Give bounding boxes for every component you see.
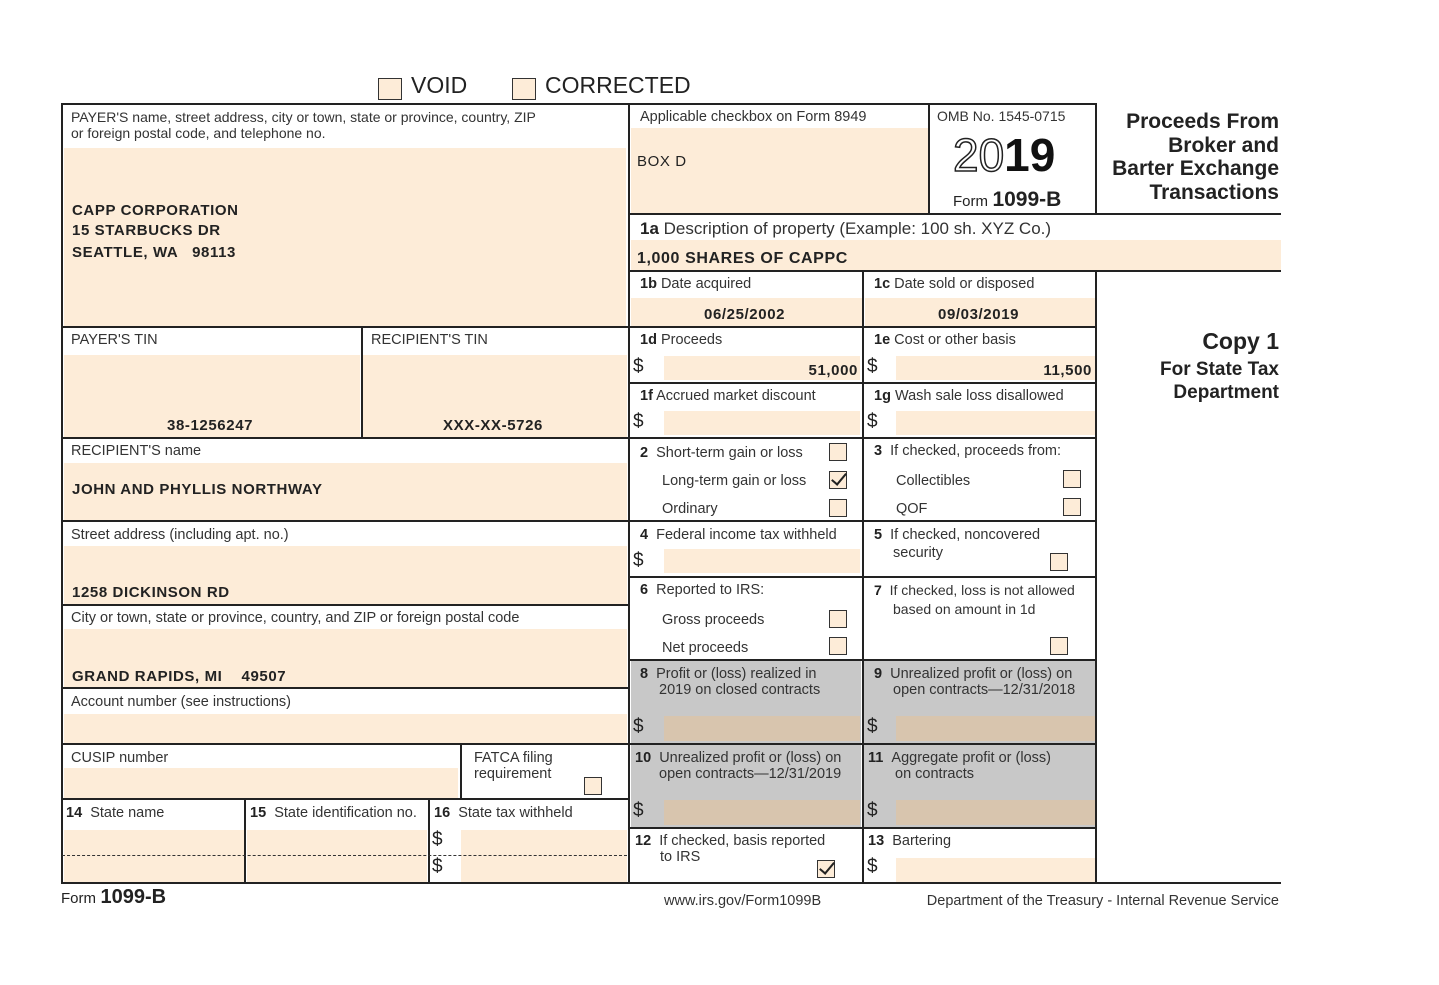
box-1g-dollar: $: [867, 411, 878, 432]
box-7-num: 7: [874, 582, 882, 598]
box-8-text: Profit or (loss) realized in: [656, 666, 817, 682]
corrected-checkbox[interactable]: [512, 78, 536, 100]
box-13-dollar: $: [867, 856, 878, 877]
box-1e-text: Cost or other basis: [894, 332, 1016, 348]
box-8-label: [640, 666, 817, 682]
box-11-label: [868, 750, 1051, 766]
box-1c-value: 09/03/2019: [938, 306, 1020, 323]
box-11-text: Aggregate profit or (loss): [891, 750, 1051, 766]
box-12-label: [635, 833, 825, 849]
box-10-text: Unrealized profit or (loss) on: [659, 750, 842, 766]
box-14-label: [66, 805, 164, 821]
box-9-label: [874, 666, 1072, 682]
payer-label-2: or foreign postal code, and telephone no.: [71, 125, 326, 141]
box-15-label: [250, 805, 417, 821]
box-1e-num: 1e: [874, 332, 891, 348]
account-label: Account number (see instructions): [71, 694, 292, 710]
box-1e-label: [874, 332, 1016, 348]
street-label: Street address (including apt. no.): [71, 527, 289, 543]
box-3-label: [874, 443, 1061, 459]
box-10-num: 10: [635, 750, 652, 766]
box-2-short-text: Short-term gain or loss: [656, 445, 803, 461]
gross-proceeds-label: Gross proceeds: [662, 612, 765, 628]
box-11-dollar: $: [867, 800, 878, 821]
title-line-4: Transactions: [1149, 180, 1279, 204]
box-9-label-2: open contracts—12/31/2018: [893, 682, 1076, 698]
cusip-label: CUSIP number: [71, 750, 169, 766]
box-2-num: 2: [640, 445, 649, 461]
box-9-num: 9: [874, 666, 883, 682]
tax-year: [953, 130, 1055, 180]
box-10-label: [635, 750, 841, 766]
box-5-label: [874, 527, 1040, 543]
box-4-text: Federal income tax withheld: [656, 527, 837, 543]
box-14-text: State name: [90, 805, 165, 821]
box-1g-num: 1g: [874, 388, 891, 404]
collectibles-label: Collectibles: [896, 473, 971, 489]
copy-line-2: For State Tax: [1160, 359, 1279, 380]
box-1b-text: Date acquired: [660, 276, 752, 292]
box-8-label-2: 2019 on closed contracts: [659, 682, 821, 698]
box-6-num: 6: [640, 582, 649, 598]
payer-tin-label: PAYER'S TIN: [71, 332, 158, 348]
box-16-num: 16: [434, 805, 451, 821]
box-1e-dollar: $: [867, 356, 878, 377]
box-2-ordinary-label: Ordinary: [662, 501, 718, 517]
box-4-num: 4: [640, 527, 649, 543]
box-1d-num: 1d: [640, 332, 657, 348]
box-1a-value: 1,000 SHARES OF CAPPC: [637, 250, 848, 267]
recipient-tin-label: RECIPIENT'S TIN: [371, 332, 488, 348]
box-16-text: State tax withheld: [458, 805, 573, 821]
box-15-num: 15: [250, 805, 267, 821]
title-line-1: Proceeds From: [1126, 110, 1279, 133]
payer-city: SEATTLE, WA 98113: [72, 244, 236, 261]
footer-url[interactable]: www.irs.gov/Form1099B: [664, 893, 822, 909]
box-1a-text: Description of property (Example: 100 sh. XYZ Co.): [663, 219, 1052, 238]
omb-form-small: Form: [953, 193, 988, 210]
fatca-label: FATCA filing: [474, 750, 553, 766]
tax-year-suffix: 19: [1004, 129, 1056, 181]
copy-designation: [1160, 326, 1279, 404]
box-6-label: [640, 582, 764, 598]
recipient-name-value: JOHN AND PHYLLIS NORTHWAY: [72, 481, 323, 498]
copy-line-1: Copy 1: [1202, 328, 1279, 354]
box-10-dollar: $: [633, 800, 644, 821]
recipient-name-label: RECIPIENT'S name: [71, 443, 202, 459]
box-14-num: 14: [66, 805, 83, 821]
box-5-label-2: security: [893, 545, 943, 561]
box-13-num: 13: [868, 833, 885, 849]
city-value: GRAND RAPIDS, MI 49507: [72, 668, 287, 685]
box-1b-num: 1b: [640, 276, 657, 292]
net-proceeds-label: Net proceeds: [662, 640, 749, 656]
box-3-text: If checked, proceeds from:: [890, 443, 1061, 459]
box-1f-label: [640, 388, 816, 404]
box-1d-dollar: $: [633, 356, 644, 377]
basis-reported-checkbox[interactable]: [817, 860, 835, 878]
box-16-dollar-1: $: [432, 829, 443, 850]
box-1g-label: [874, 388, 1064, 404]
box-12-label-2: to IRS: [660, 849, 701, 865]
title-line-2: Broker and: [1168, 133, 1279, 157]
omb-form-id: [953, 188, 1061, 212]
box-1g-text: Wash sale loss disallowed: [894, 388, 1064, 404]
box-1d-text: Proceeds: [660, 332, 723, 348]
street-value: 1258 DICKINSON RD: [72, 584, 230, 601]
omb-number: OMB No. 1545-0715: [937, 108, 1066, 124]
form-8949-label: Applicable checkbox on Form 8949: [640, 109, 867, 125]
box-3-num: 3: [874, 443, 883, 459]
box-1d-value: 51,000: [808, 362, 858, 379]
box-7-label-2: based on amount in 1d: [893, 601, 1036, 617]
collectibles-checkbox[interactable]: [1063, 470, 1081, 488]
box-8-dollar: $: [633, 716, 644, 737]
payer-tin-value: 38-1256247: [167, 417, 254, 434]
short-term-checkbox[interactable]: [829, 443, 847, 461]
box-1d-label: [640, 332, 722, 348]
ordinary-checkbox[interactable]: [829, 499, 847, 517]
long-term-checkbox[interactable]: [829, 471, 847, 489]
box-2-short-label: [640, 445, 803, 461]
recipient-tin-value: XXX-XX-5726: [443, 417, 543, 434]
city-label: City or town, state or province, country, and ZIP or foreign postal code: [71, 610, 520, 626]
box-15-text: State identification no.: [274, 805, 417, 821]
copy-line-3: Department: [1173, 382, 1279, 403]
omb-form-big: 1099-B: [992, 188, 1062, 211]
qof-label: QOF: [896, 501, 928, 517]
box-4-label: [640, 527, 837, 543]
box-10-label-2: open contracts—12/31/2019: [659, 766, 842, 782]
box-11-num: 11: [868, 750, 884, 766]
box-7-text: If checked, loss is not allowed: [889, 582, 1075, 598]
box-1f-text: Accrued market discount: [656, 388, 816, 404]
loss-not-allowed-checkbox[interactable]: [1050, 637, 1068, 655]
fatca-label-2: requirement: [474, 766, 552, 782]
gross-proceeds-checkbox[interactable]: [829, 610, 847, 628]
payer-street: 15 STARBUCKS DR: [72, 222, 221, 239]
box-9-text: Unrealized profit or (loss) on: [890, 666, 1073, 682]
box-1f-dollar: $: [633, 411, 644, 432]
footer-dept: Department of the Treasury - Internal Revenue Service: [926, 893, 1279, 909]
box-1b-label: [640, 276, 751, 292]
box-5-text: If checked, noncovered: [890, 527, 1041, 543]
fatca-checkbox[interactable]: [584, 777, 602, 795]
qof-checkbox[interactable]: [1063, 498, 1081, 516]
box-16-label: [434, 805, 573, 821]
box-12-num: 12: [635, 833, 652, 849]
box-9-dollar: $: [867, 716, 878, 737]
footer-form-id: [61, 886, 166, 909]
net-proceeds-checkbox[interactable]: [829, 637, 847, 655]
box-6-text: Reported to IRS:: [656, 582, 765, 598]
box-5-num: 5: [874, 527, 883, 543]
noncovered-checkbox[interactable]: [1050, 553, 1068, 571]
form-title: [1112, 110, 1279, 204]
void-checkbox[interactable]: [378, 78, 402, 100]
footer-form-small: Form: [61, 890, 96, 907]
footer-form-big: 1099-B: [100, 886, 167, 908]
box-12-text: If checked, basis reported: [659, 833, 826, 849]
payer-name: CAPP CORPORATION: [72, 202, 239, 219]
box-11-label-2: on contracts: [895, 766, 974, 782]
box-1c-text: Date sold or disposed: [894, 276, 1035, 292]
tax-year-prefix: 20: [953, 129, 1005, 181]
box-1c-label: [874, 276, 1034, 292]
box-16-dollar-2: $: [432, 856, 443, 877]
box-4-dollar: $: [633, 550, 644, 571]
box-1a-label: [640, 220, 1051, 238]
box-1c-num: 1c: [874, 276, 891, 292]
corrected-label: CORRECTED: [545, 72, 691, 98]
box-13-text: Bartering: [892, 833, 952, 849]
payer-label: PAYER'S name, street address, city or town, state or province, country, ZIP: [71, 109, 536, 125]
box-7-label: [874, 582, 1075, 598]
box-1a-num: 1a: [640, 219, 659, 238]
box-1b-value: 06/25/2002: [704, 306, 786, 323]
box-1e-value: 11,500: [1043, 362, 1092, 379]
box-1f-num: 1f: [640, 388, 653, 404]
box-13-label: [868, 833, 951, 849]
form-8949-value: BOX D: [637, 153, 687, 170]
box-8-num: 8: [640, 666, 649, 682]
box-2-long-label: Long-term gain or loss: [662, 473, 807, 489]
void-label: VOID: [411, 72, 468, 98]
title-line-3: Barter Exchange: [1112, 157, 1279, 180]
